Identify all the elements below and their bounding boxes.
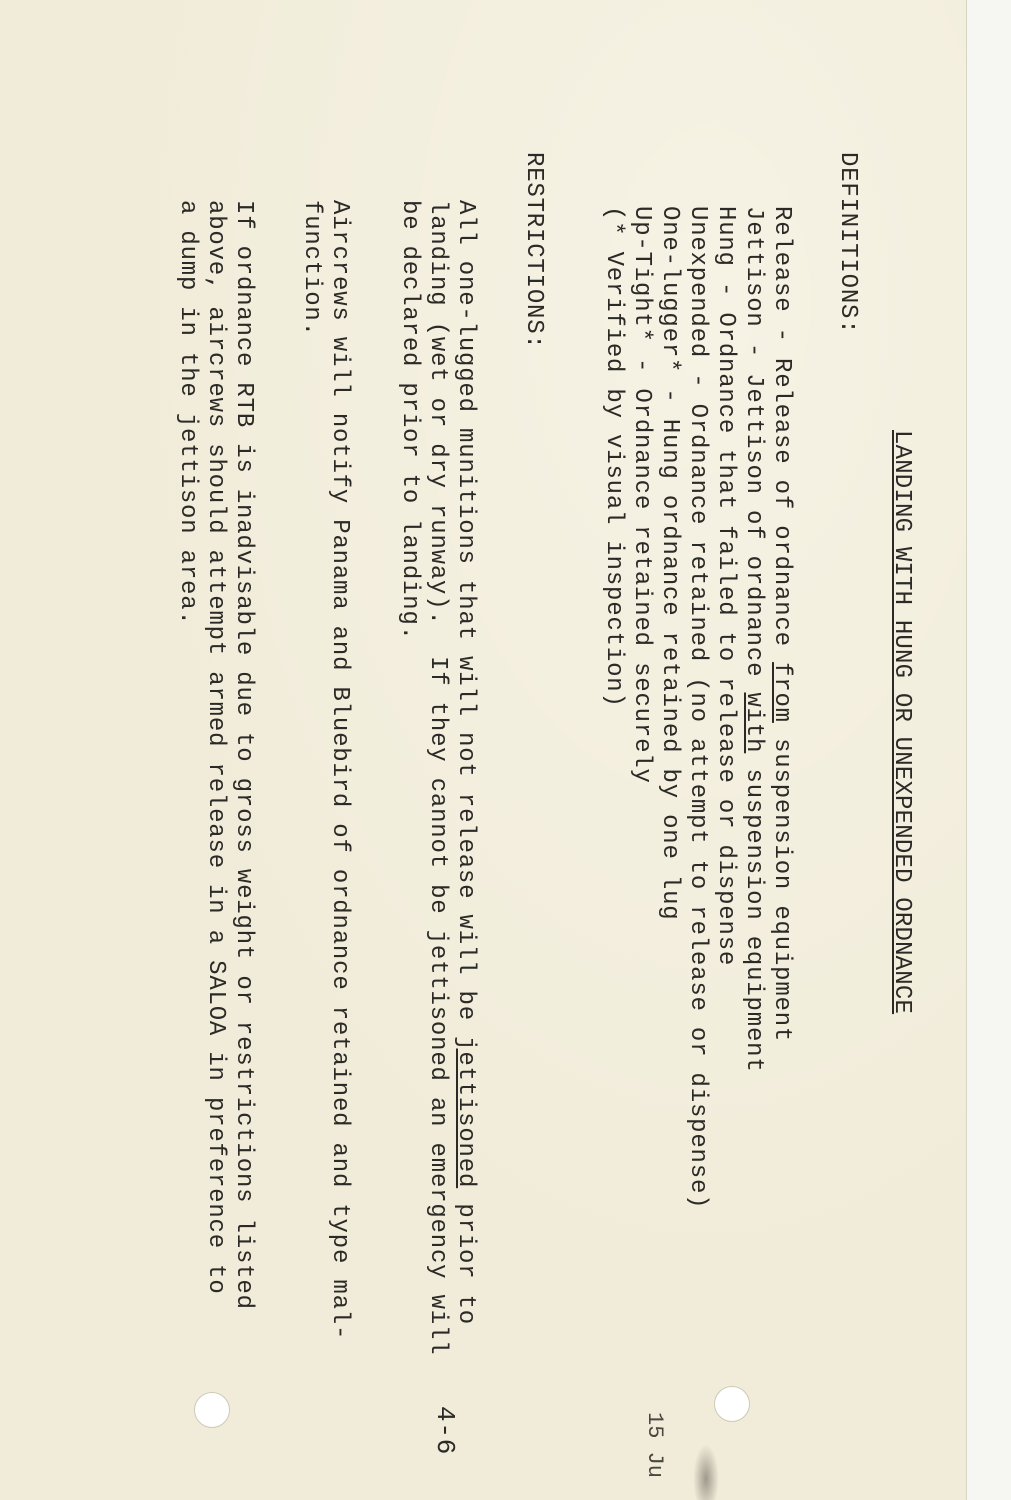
emphasis-jettisoned: jettisoned <box>452 1036 479 1189</box>
restrictions-p2-line1: Aircrews will notify Panama and Bluebird of ordnance retained and type mal- <box>326 200 353 1341</box>
emphasis-from: from <box>768 662 795 723</box>
definition-unexpended: Unexpended - Ordnance retained (no attempt to release or dispense) <box>684 206 711 1210</box>
definitions-heading: DEFINITIONS: <box>834 152 861 335</box>
restrictions-heading: RESTRICTIONS: <box>520 152 547 350</box>
restrictions-p2-line2: function. <box>298 200 325 337</box>
definition-release: Release - Release of ordnance from suspension equipment <box>768 206 795 1043</box>
restrictions-p3-line2: above, aircrews should attempt armed release in a SALOA in preference to <box>202 200 229 1295</box>
document-title: LANDING WITH HUNG OR UNEXPENDED ORDNANCE <box>888 430 915 1015</box>
definition-one-lugger: One-lugger* - Hung ordnance retained by one lug <box>656 206 683 921</box>
restrictions-p1-line2: landing (wet or dry runway). If they cannot be jettisoned an emergency will <box>424 200 451 1356</box>
definition-hung: Hung - Ordnance that failed to release or dispense <box>712 206 739 967</box>
definition-jettison: Jettison - Jettison of ordnance with suspension equipment <box>740 206 767 1073</box>
date-stamp-smudge <box>693 1444 719 1500</box>
restrictions-p1-line1: All one-lugged munitions that will not release will be jettisoned prior to <box>452 200 479 1325</box>
definitions-footnote: (* Verified by visual inspection) <box>600 206 627 708</box>
date-stamp: 15 Ju <box>642 1412 667 1479</box>
page-number: 4-6 <box>430 1406 460 1456</box>
restrictions-p1-line3: be declared prior to landing. <box>396 200 423 641</box>
restrictions-p3-line1: If ordnance RTB is inadvisable due to gross weight or restrictions listed <box>230 200 257 1310</box>
emphasis-with: with <box>740 692 767 754</box>
definition-up-tight: Up-Tight* - Ordnance retained securely <box>628 206 655 784</box>
restrictions-p3-line3: a dump in the jettison area. <box>174 200 201 626</box>
